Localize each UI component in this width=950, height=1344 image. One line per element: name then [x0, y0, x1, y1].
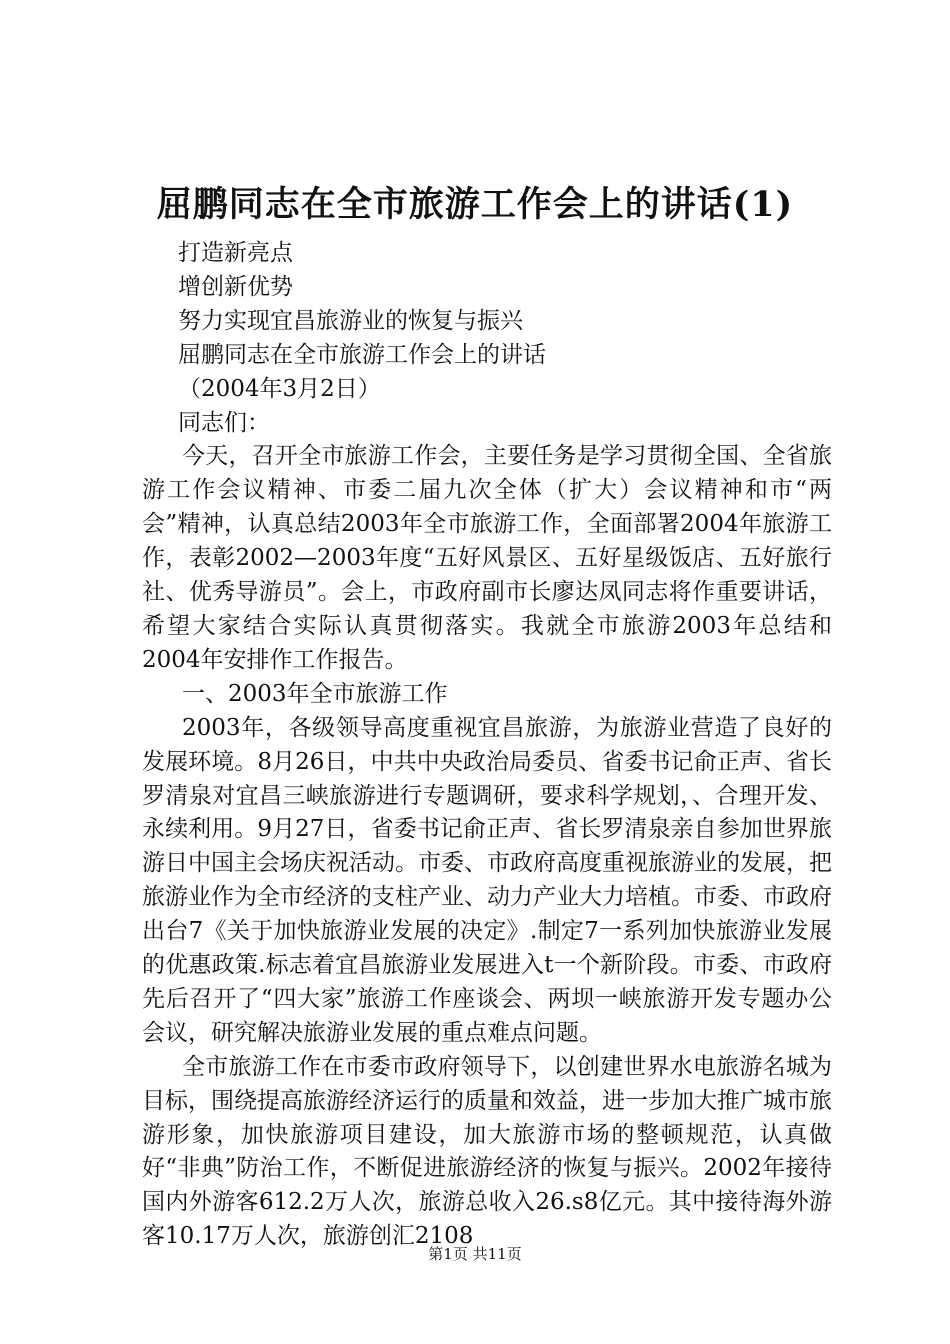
subtitle-line: 屈鹏同志在全市旅游工作会上的讲话	[178, 341, 546, 368]
subtitle-line: 增创新优势	[178, 273, 293, 300]
body-paragraph: 2003年，各级领导高度重视宜昌旅游，为旅游业营造了良好的发展环境。8月26日，中共中央政治局委员、省委书记俞正声、省长罗清泉对宜昌三峡旅游进行专题调研，要求科学规划，、合理开发、永续利用。9月27日，省委书记俞正声、省长罗清泉亲自参加世界旅游日中国主会场庆祝活动。市委、市政府高度重视旅游业的发展，把旅游业作为全市经济的支柱产业、动力产业大力培植。市委、市政府出台7《关于加快旅游业发展的决定》.制定7一系列加快旅游业发展的优惠政策.标志着宜昌旅游业发展进入t一个新阶段。市委、市政府先后召开了“四大家”旅游工作座谈会、两坝一峡旅游开发专题办公会议，研究解决旅游业发展的重点难点问题。	[142, 714, 832, 1046]
document-body	[142, 237, 832, 1254]
intro-paragraph: 今天，召开全市旅游工作会，主要任务是学习贯彻全国、全省旅游工作会议精神、市委二届九次全体（扩大）会议精神和市“两会”精神，认真总结2003年全市旅游工作，全面部署2004年旅游工作，表彰2002—2003年度“五好风景区、五好星级饭店、五好旅行社、优秀导游员”。会上，市政府副市长廖达凤同志将作重要讲话，希望大家结合实际认真贯彻落实。我就全市旅游2003年总结和2004年安排作工作报告。	[142, 443, 832, 673]
salutation: 同志们：	[178, 409, 270, 436]
speech-date: （2004年3月2日）	[178, 375, 381, 402]
subtitle-line: 打造新亮点	[178, 240, 293, 266]
document-title: 屈鹏同志在全市旅游工作会上的讲话(1)	[156, 184, 794, 225]
page-number-footer: 第1页 共11页	[428, 1245, 522, 1263]
subtitle-line: 努力实现宜昌旅游业的恢复与振兴	[178, 307, 523, 334]
section-heading: 一、2003年全市旅游工作	[182, 680, 448, 707]
body-paragraph: 全市旅游工作在市委市政府领导下，以创建世界水电旅游名城为目标，围绕提高旅游经济运行的质量和效益，进一步加大推广城市旅游形象，加快旅游项目建设，加大旅游市场的整顿规范，认真做好“非典”防治工作，不断促进旅游经济的恢复与振兴。2002年接待国内外游客612.2万人次，旅游总收入26.s8亿元。其中接待海外游客10.17万人次，旅游创汇2108	[142, 1053, 832, 1250]
